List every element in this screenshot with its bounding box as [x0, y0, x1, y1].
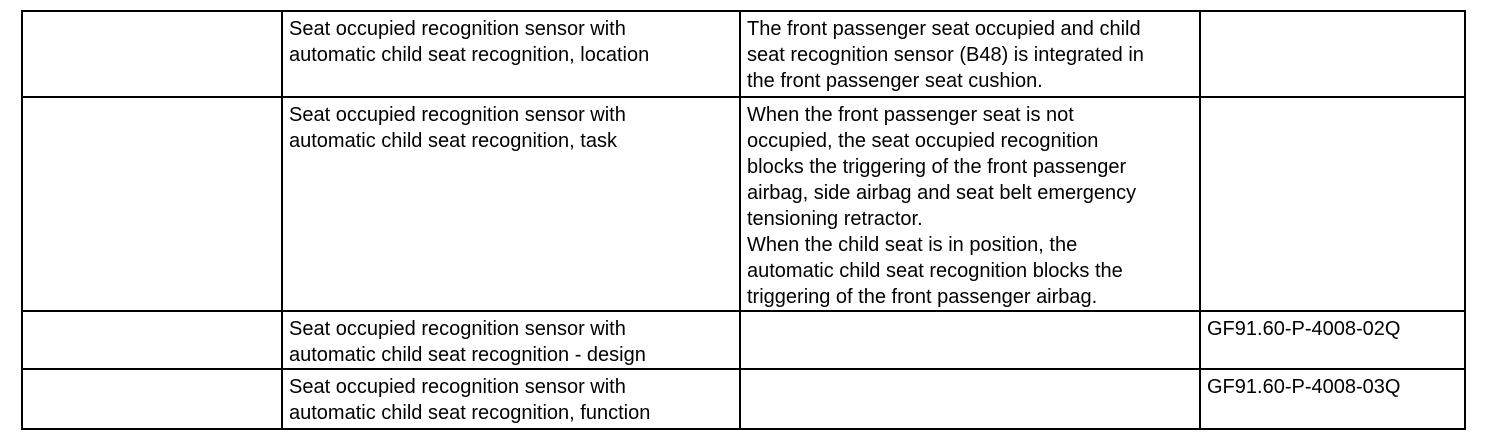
- table-row: [22, 11, 1465, 97]
- topic-cell: Seat occupied recognition sensor with automatic child seat recognition, location: [282, 11, 740, 97]
- reference-cell: [1200, 97, 1465, 311]
- table-row: [22, 97, 1465, 311]
- table-row: [22, 311, 1465, 369]
- blank-cell: [22, 369, 282, 429]
- description-cell: When the front passenger seat is not occupied, the seat occupied recognition blocks the triggering of the front passenger airbag, side airbag and seat belt emergency tensioning retractor. When the child seat is in position, the automatic child seat recognition blocks the triggering of the front passenger airbag.: [740, 97, 1200, 311]
- document-table: [21, 10, 1466, 430]
- table-row: [22, 369, 1465, 429]
- reference-link[interactable]: GF91.60-P-4008-03Q: [1200, 369, 1465, 429]
- description-cell: [740, 311, 1200, 369]
- blank-cell: [22, 97, 282, 311]
- description-cell: The front passenger seat occupied and child seat recognition sensor (B48) is integrated in the front passenger seat cushion.: [740, 11, 1200, 97]
- description-cell: [740, 369, 1200, 429]
- reference-cell: [1200, 11, 1465, 97]
- topic-cell: Seat occupied recognition sensor with automatic child seat recognition, task: [282, 97, 740, 311]
- topic-cell: Seat occupied recognition sensor with automatic child seat recognition - design: [282, 311, 740, 369]
- blank-cell: [22, 311, 282, 369]
- reference-link[interactable]: GF91.60-P-4008-02Q: [1200, 311, 1465, 369]
- topic-cell: Seat occupied recognition sensor with automatic child seat recognition, function: [282, 369, 740, 429]
- blank-cell: [22, 11, 282, 97]
